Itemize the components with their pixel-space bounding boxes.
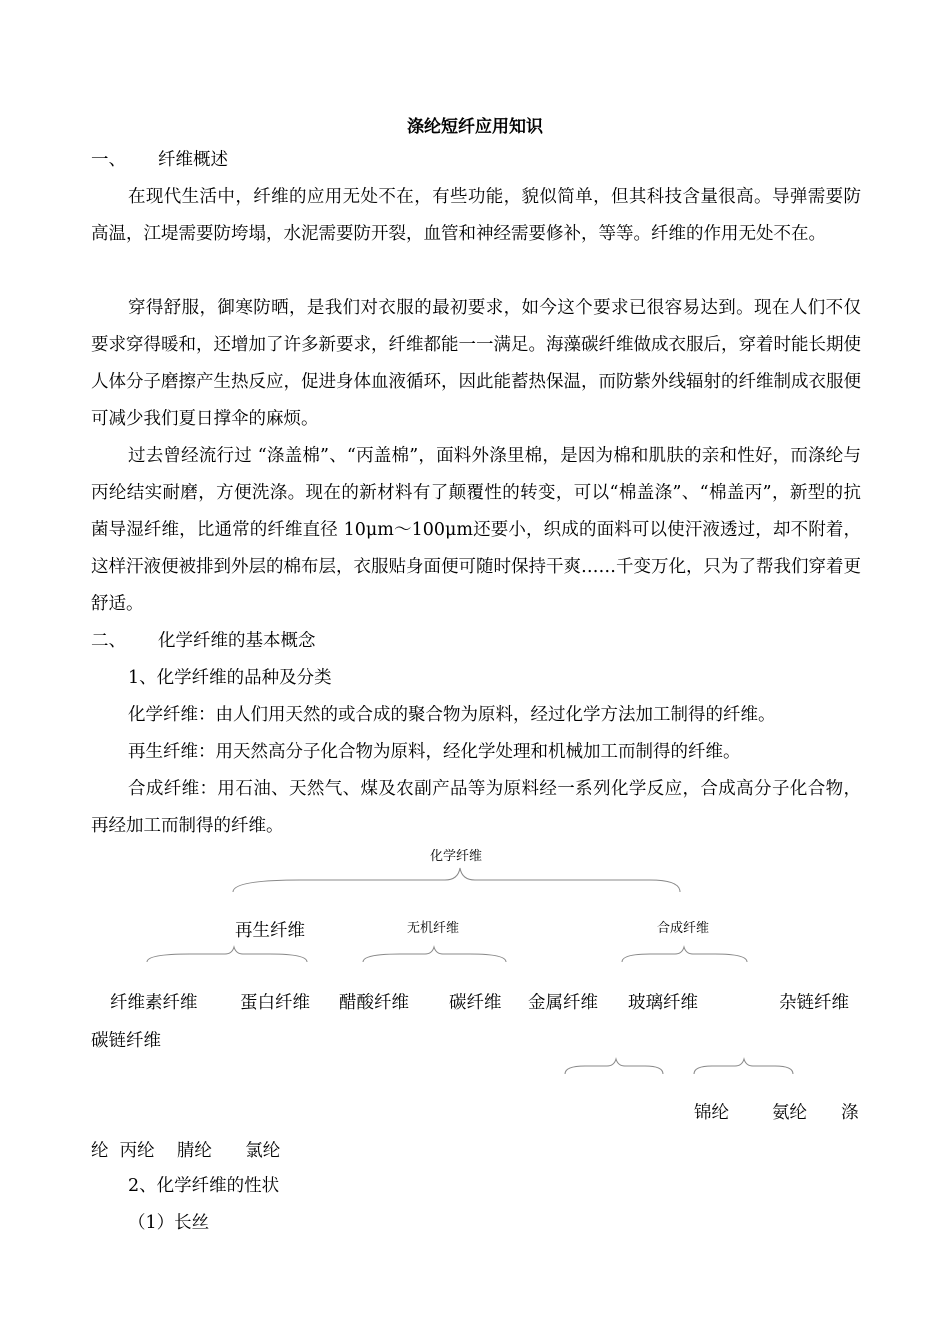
section2-title: 化学纤维的基本概念 xyxy=(158,631,316,651)
section1-paragraph-2: 穿得舒服，御寒防晒，是我们对衣服的最初要求，如今这个要求已很容易达到。现在人们不仅要求穿得暖和，还增加了许多新要求，纤维都能一一满足。海藻碳纤维做成衣服后，穿着时能长期使人体分子磨擦产生热反应，促进身体血液循环，因此能蓄热保温，而防紫外线辐射的纤维制成衣服便可减少我们夏日撑伞的麻烦。 xyxy=(91,298,861,429)
diagram-leaf-metal: 金属纤维 xyxy=(528,993,598,1013)
diagram-leaf-carbon-chain: 碳链纤维 xyxy=(91,1031,161,1051)
diagram-item-polyester: 涤 xyxy=(841,1103,859,1123)
brace-inorganic xyxy=(363,947,506,962)
subsection-2-heading: 2、化学纤维的性状 xyxy=(128,1176,280,1196)
diagram-item-nylon: 锦纶 xyxy=(694,1103,729,1123)
diagram-leaf-carbon: 碳纤维 xyxy=(449,993,502,1013)
section1-paragraph-1: 在现代生活中，纤维的应用无处不在，有些功能，貌似简单，但其科技含量很高。导弹需要防高温，江堤需要防垮塌，水泥需要防开裂，血管和神经需要修补，等等。纤维的作用无处不在。 xyxy=(91,187,861,244)
diagram-carbon-chain-items: 纶 丙纶 腈纶 氯纶 xyxy=(91,1141,281,1161)
section1-title: 纤维概述 xyxy=(158,150,228,170)
diagram-root-label: 化学纤维 xyxy=(430,849,483,864)
brace-synthetic xyxy=(622,947,747,962)
diagram-leaf-glass: 玻璃纤维 xyxy=(628,993,698,1013)
brace-hetero-chain xyxy=(694,1059,793,1074)
brace-carbon-chain xyxy=(565,1059,663,1074)
diagram-inorganic-label: 无机纤维 xyxy=(407,921,460,936)
document-title: 涤纶短纤应用知识 xyxy=(407,117,543,137)
brace-root xyxy=(233,868,680,892)
definition-synthetic-fiber: 合成纤维：用石油、天然气、煤及农副产品等为原料经一系列化学反应，合成高分子化合物，再经加工而制得的纤维。 xyxy=(91,779,861,836)
diagram-leaf-protein: 蛋白纤维 xyxy=(240,993,310,1013)
section1-number: 一、 xyxy=(91,150,126,170)
section1-paragraph-3: 过去曾经流行过 “涤盖棉”、“丙盖棉”，面料外涤里棉，是因为棉和肌肤的亲和性好，而涤纶与丙纶结实耐磨，方便洗涤。现在的新材料有了颠覆性的转变，可以“棉盖涤”、“棉盖丙”，新型的抗菌导湿纤维，比通常的纤维直径 10μm～100μm还要小，织成的面料可以使汗液透过，却不附着，这样汗液便被排到外层的棉布层，衣服贴身面便可随时保持干爽……千变万化，只为了帮我们穿着更舒适。 xyxy=(91,446,861,614)
definition-chemical-fiber: 化学纤维：由人们用天然的或合成的聚合物为原料，经过化学方法加工制得的纤维。 xyxy=(128,705,776,725)
subsection-1-heading: 1、化学纤维的品种及分类 xyxy=(128,668,332,688)
diagram-regenerated-label: 再生纤维 xyxy=(235,921,305,941)
diagram-synthetic-label: 合成纤维 xyxy=(657,921,710,936)
diagram-leaf-acetate: 醋酸纤维 xyxy=(339,993,409,1013)
diagram-leaf-hetero-chain: 杂链纤维 xyxy=(779,993,849,1013)
definition-regenerated-fiber: 再生纤维：用天然高分子化合物为原料，经化学处理和机械加工而制得的纤维。 xyxy=(128,742,741,762)
section2-number: 二、 xyxy=(91,631,126,651)
subsection-2-1-heading: （1）长丝 xyxy=(128,1213,210,1233)
diagram-leaf-cellulose: 纤维素纤维 xyxy=(110,993,198,1013)
diagram-item-spandex: 氨纶 xyxy=(772,1103,807,1123)
brace-regenerated xyxy=(147,947,307,962)
